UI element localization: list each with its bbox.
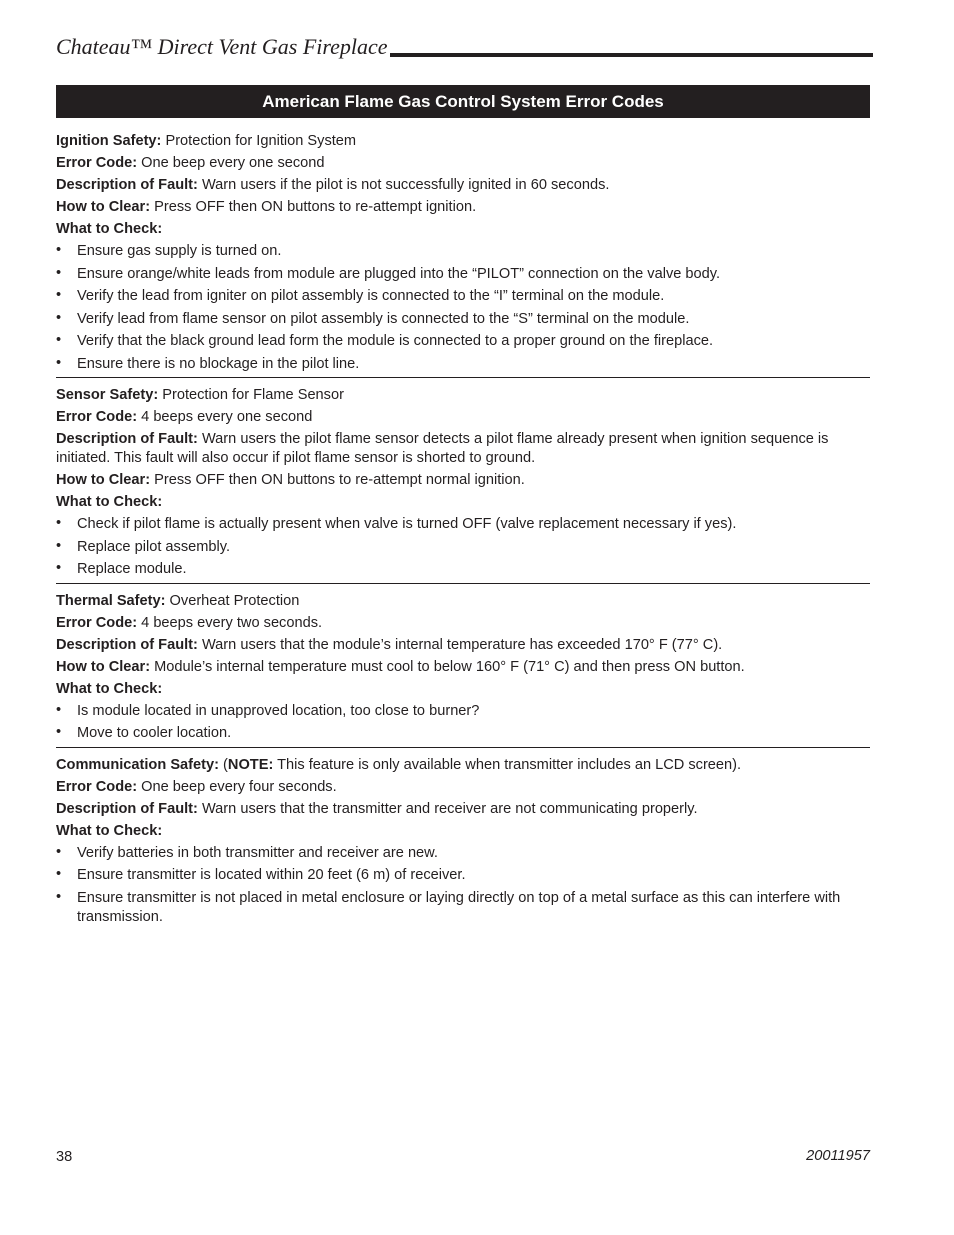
field-label: Description of Fault: bbox=[56, 800, 198, 817]
list-item bbox=[56, 560, 870, 579]
check-list bbox=[56, 242, 870, 374]
list-item bbox=[56, 355, 870, 374]
list-item bbox=[56, 515, 870, 534]
list-item-text: Verify batteries in both transmitter and receiver are new. bbox=[77, 844, 438, 861]
field-text: Warn users the pilot flame sensor detects a pilot flame already present when ignition sequence is initiated. This fault will also occur if pilot flame sensor is shorted to ground. bbox=[56, 431, 829, 466]
field-text: Module’s internal temperature must cool to below 160° F (71° C) and then press ON button. bbox=[150, 658, 745, 675]
list-item bbox=[56, 265, 870, 284]
bullet-icon: • bbox=[56, 560, 62, 576]
field-line bbox=[56, 430, 870, 468]
field-text: One beep every four seconds. bbox=[137, 778, 337, 795]
field-line bbox=[56, 386, 870, 405]
list-item-text: Ensure transmitter is located within 20 feet (6 m) of receiver. bbox=[77, 867, 466, 883]
bullet-icon: • bbox=[56, 354, 62, 371]
field-label: How to Clear: bbox=[56, 658, 151, 675]
field-line bbox=[56, 154, 870, 173]
bullet-icon: • bbox=[56, 866, 62, 882]
field-label: Thermal Safety: bbox=[56, 592, 166, 609]
field-text: One beep every one second bbox=[137, 155, 325, 171]
section-divider bbox=[56, 377, 870, 378]
field-label: How to Clear: bbox=[56, 472, 151, 488]
field-line bbox=[56, 636, 870, 655]
communication-safety-section bbox=[56, 756, 870, 927]
list-item bbox=[56, 866, 870, 885]
bullet-icon: • bbox=[56, 537, 62, 554]
list-item-text: Ensure there is no blockage in the pilot line. bbox=[77, 355, 360, 372]
field-line bbox=[56, 493, 870, 512]
field-label: What to Check: bbox=[56, 680, 163, 697]
check-list bbox=[56, 702, 870, 744]
list-item-text: Is module located in unapproved location, too close to burner? bbox=[77, 702, 480, 719]
field-label: Error Code: bbox=[56, 409, 138, 425]
field-line bbox=[56, 800, 870, 819]
field-label: Error Code: bbox=[56, 614, 138, 631]
field-line bbox=[56, 198, 870, 217]
bullet-icon: • bbox=[56, 843, 62, 860]
list-item-text: Ensure transmitter is not placed in metal enclosure or laying directly on top of a metal surface as this can interfere with transmission. bbox=[77, 889, 841, 925]
ignition-safety-section bbox=[56, 132, 870, 374]
thermal-safety-section bbox=[56, 592, 870, 744]
bullet-icon: • bbox=[56, 724, 62, 740]
bullet-icon: • bbox=[56, 264, 62, 281]
bullet-icon: • bbox=[56, 309, 62, 326]
field-text: Protection for Flame Sensor bbox=[158, 387, 344, 403]
check-list bbox=[56, 844, 870, 927]
bullet-icon: • bbox=[56, 888, 62, 905]
list-item bbox=[56, 702, 870, 721]
list-item bbox=[56, 844, 870, 863]
list-item bbox=[56, 724, 870, 743]
field-text: Protection for Ignition System bbox=[161, 133, 357, 149]
list-item-text: Ensure gas supply is turned on. bbox=[77, 243, 282, 259]
list-item-text: Check if pilot flame is actually present when valve is turned OFF (valve replacement necessary if yes). bbox=[77, 516, 737, 532]
note-label: NOTE: bbox=[227, 756, 274, 773]
section-banner: American Flame Gas Control System Error Codes bbox=[56, 85, 870, 118]
field-label: Error Code: bbox=[56, 155, 138, 171]
field-line bbox=[56, 471, 870, 490]
field-line bbox=[56, 408, 870, 427]
field-line bbox=[56, 220, 870, 239]
field-label: Description of Fault: bbox=[56, 177, 198, 193]
list-item-text: Verify the lead from igniter on pilot assembly is connected to the “I” terminal on the module. bbox=[77, 288, 665, 304]
field-label: What to Check: bbox=[56, 494, 163, 510]
sensor-safety-section bbox=[56, 386, 870, 579]
list-item bbox=[56, 310, 870, 329]
page-number: 38 bbox=[56, 1149, 73, 1165]
list-item bbox=[56, 889, 870, 927]
field-text: Warn users if the pilot is not successfully ignited in 60 seconds. bbox=[197, 177, 610, 193]
list-item-text: Verify lead from flame sensor on pilot assembly is connected to the “S” terminal on the module. bbox=[77, 310, 690, 327]
list-item-text: Move to cooler location. bbox=[77, 725, 232, 741]
field-line bbox=[56, 756, 870, 775]
field-label: What to Check: bbox=[56, 221, 163, 237]
list-item bbox=[56, 538, 870, 557]
list-item-text: Verify that the black ground lead form the module is connected to a proper ground on the fireplace. bbox=[77, 333, 714, 349]
bullet-icon: • bbox=[56, 701, 62, 718]
field-label: Description of Fault: bbox=[56, 431, 198, 447]
note-text: This feature is only available when transmitter includes an LCD screen). bbox=[273, 756, 742, 773]
field-text: Warn users that the transmitter and receiver are not communicating properly. bbox=[197, 800, 698, 817]
field-text: Press OFF then ON buttons to re-attempt normal ignition. bbox=[150, 472, 525, 488]
list-item-text: Ensure orange/white leads from module are plugged into the “PILOT” connection on the valve body. bbox=[77, 265, 721, 282]
bullet-icon: • bbox=[56, 515, 62, 531]
field-label: Ignition Safety: bbox=[56, 133, 162, 149]
field-line bbox=[56, 778, 870, 797]
list-item bbox=[56, 287, 870, 306]
field-text: Warn users that the module’s internal temperature has exceeded 170° F (77° C). bbox=[197, 636, 723, 653]
bullet-icon: • bbox=[56, 242, 62, 258]
field-line bbox=[56, 680, 870, 699]
list-item-text: Replace pilot assembly. bbox=[77, 538, 231, 555]
list-item bbox=[56, 332, 870, 351]
document-header-title: Chateau™ Direct Vent Gas Fireplace bbox=[56, 34, 388, 59]
field-label: Error Code: bbox=[56, 778, 138, 795]
error-code-content bbox=[56, 132, 870, 930]
check-list bbox=[56, 515, 870, 579]
field-line bbox=[56, 176, 870, 195]
field-text: 4 beeps every one second bbox=[137, 409, 313, 425]
field-text: ( bbox=[218, 756, 228, 773]
field-line bbox=[56, 132, 870, 151]
field-line bbox=[56, 592, 870, 611]
field-label: Sensor Safety: bbox=[56, 387, 159, 403]
list-item bbox=[56, 242, 870, 261]
field-line bbox=[56, 658, 870, 677]
field-label: How to Clear: bbox=[56, 199, 151, 215]
field-line bbox=[56, 614, 870, 633]
list-item-text: Replace module. bbox=[77, 561, 187, 577]
bullet-icon: • bbox=[56, 332, 62, 348]
field-label: Communication Safety: bbox=[56, 756, 219, 773]
field-text: 4 beeps every two seconds. bbox=[137, 614, 323, 631]
header-rule bbox=[390, 53, 873, 57]
field-line bbox=[56, 822, 870, 841]
section-divider bbox=[56, 583, 870, 584]
field-text: Overheat Protection bbox=[165, 592, 300, 609]
field-label: What to Check: bbox=[56, 822, 163, 839]
field-label: Description of Fault: bbox=[56, 636, 198, 653]
section-divider bbox=[56, 747, 870, 748]
field-text: Press OFF then ON buttons to re-attempt ignition. bbox=[150, 199, 477, 215]
document-number: 20011957 bbox=[806, 1148, 870, 1164]
bullet-icon: • bbox=[56, 287, 62, 303]
